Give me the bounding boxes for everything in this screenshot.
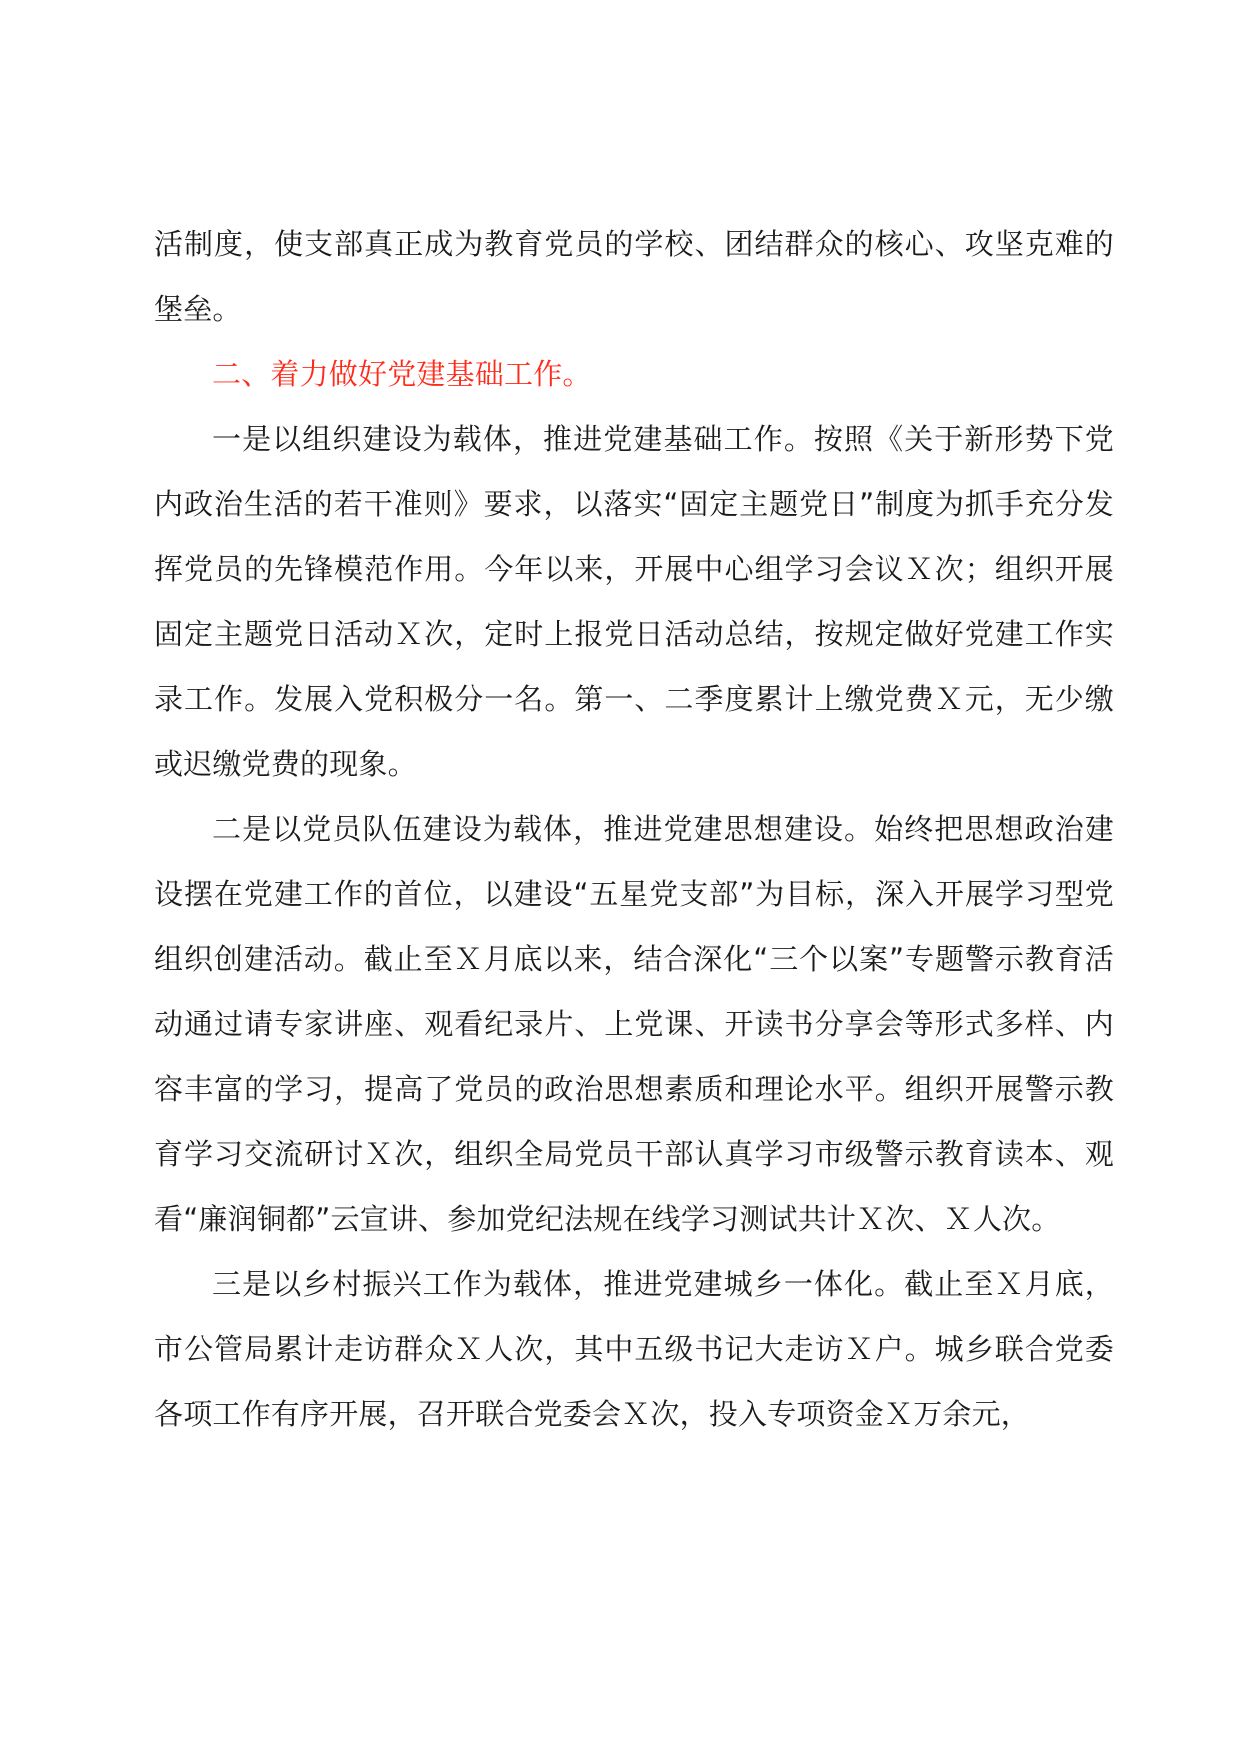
document-body [154,212,1114,1447]
paragraph-continuation: 活制度，使支部真正成为教育党员的学校、团结群众的核心、攻坚克难的堡垒。 [154,227,1114,326]
section-heading-text: 二、着力做好党建基础工作。 [212,357,592,391]
paragraph-rural-revitalization: 三是以乡村振兴工作为载体，推进党建城乡一体化。截止至Ｘ月底，市公管局累计走访群众Ｘ人次，其中五级书记大走访Ｘ户。城乡联合党委各项工作有序开展，召开联合党委会Ｘ次，投入专项资金Ｘ万余元， [154,1267,1114,1431]
section-heading [154,342,1114,407]
paragraph-team-building: 二是以党员队伍建设为载体，推进党建思想建设。始终把思想政治建设摆在党建工作的首位，以建设“五星党支部”为目标，深入开展学习型党组织创建活动。截止至Ｘ月底以来，结合深化“三个以案”专题警示教育活动通过请专家讲座、观看纪录片、上党课、开读书分享会等形式多样、内容丰富的学习，提高了党员的政治思想素质和理论水平。组织开展警示教育学习交流研讨Ｘ次，组织全局党员干部认真学习市级警示教育读本、观看“廉润铜都”云宣讲、参加党纪法规在线学习测试共计Ｘ次、Ｘ人次。 [154,812,1114,1236]
paragraph-organization-building: 一是以组织建设为载体，推进党建基础工作。按照《关于新形势下党内政治生活的若干准则》要求，以落实“固定主题党日”制度为抓手充分发挥党员的先锋模范作用。今年以来，开展中心组学习会议Ｘ次；组织开展固定主题党日活动Ｘ次，定时上报党日活动总结，按规定做好党建工作实录工作。发展入党积极分一名。第一、二季度累计上缴党费Ｘ元，无少缴或迟缴党费的现象。 [154,422,1114,781]
